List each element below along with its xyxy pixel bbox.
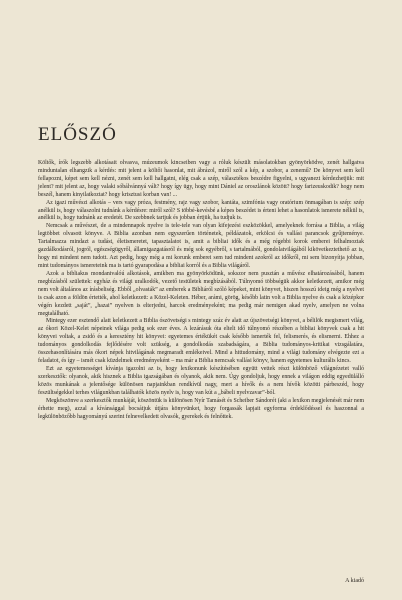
page-title: ELŐSZÓ <box>38 124 117 145</box>
paragraph-3: Nemcsak a művészet, de a mindennapok nyelve is tele-tele van olyan kifejezési eszközökkel, amelyeknek forrása a Biblia, a világ legtöbbet olvasott könyve. A Biblia azonban nem egyszerűen történetek, példázatok, erkölcsi és vallási parancsok gyűjteménye. Tartalmazza mindazt a tudást, életismeretet, tapasztalatot is, amit a bibliai idők és a még régebbi korok emberei felhalmoztak gazdálkodásról, jogról, egészségügyről, államigazgatásról és még sok egyébről, s tartalmából, gondolatvilágából kikövetkeztethető az is, hogy mi mindent nem tudott. Azt pedig, hogy még a mi korunk emberei sem tud mindent azokról az időkről, mi sem bizonyítja jobban, mint tudományos ismereteink ma is tartó gyarapodása a bibliai korról és a Biblia világáról. <box>38 223 364 269</box>
paragraph-4: Azok a bibliakus mondanivalóú alkotások, amikben ma gyönyörködünk, sokszor nem pusztán a művész elhatározásából, hanem megbízásból születtek: egyház és világi uralkodók, vezető testületek megbízásából. Túlnyomó többségük akkor keletkezett, amikor még nem volt általános az írásbeliség. Ebből „olvasták” az emberek a Bibliáról szóló képeket, mint könyvet, hiszen hosszú ideig még a nyelvet is csak azon a földön értették, ahol keletkezett: a Közel-Keleten. Héber, arámi, görög, később latin volt a Biblia nyelve és csak a középkor végén kezdett „saját”, „hazai” nyelven is elterjedni, harcok eredményeként; ma pedig már nemigen akad nyelv, amelyen ne volna megtalálható. <box>38 270 364 317</box>
paragraph-5: Mintegy ezer esztendő alatt keletkezett a Biblia ószövetségi s mintegy száz év alatt az újszövetségi könyvei, a bélilök megismert világ, az ókori Közel-Kelet népeinek világa pedig sok ezer éves. A lezárásuk óta eltelt idő túlnyomó részében a bibliai könyvek csak a hit könyvei voltak, a zsidó és a keresztény hit könyvei: egyetemes értékükét csak később ismerték fel, felismerés, és elismerni. Ehhez a tudományos gondolkodás fejlődésére volt szükség, a gondolkodás szabadságára, a Biblia tudományos-kritikai vizsgálatára, összehasonlítására más ókori népek hitvilágának megmaradt emlékeivel. Mind a hittudomány, mind a világi tudomány elvégezte ezt a feladatot, és így – ismét csak küzdelmek eredményeként – ma már a Biblia nemcsak vallási könyv, hanem egyetemes kulturális kincs. <box>38 318 364 365</box>
paragraph-1: Költők, írók legszebb alkotásait olvasva, múzeumok kincseiben vagy a róluk készült másolatokban gyönyörködve, zenét hallgatva minduntalan elhangzik a kérdés: mit jelent a költői hasonlat, mit ábrázol, miről szól a kép, a szobor, a zenemű? De könyvet sem kell fellapozni, képet sem kell nézni, zenét sem kell hallgatni, elég csak a szép, választékos beszédre figyelni, s ugyanezt kérdezhetjük: mit jelent? mit jelent az, hogy valaki sóbálvánnyá vált? hogy így ügy, hogy mint Dániel az oroszlánok között? hogy farizeuskodik? hogy nem beszél, hanem kinyilatkoztat? hogy krisztusi korban van! ... <box>38 160 364 198</box>
publisher-signature: A kiadó <box>345 578 364 584</box>
preface-body <box>38 160 364 421</box>
paragraph-2: Az igazi művészi alkotás – vers vagy próza, festmény, rajz vagy szobor, kantáta, szimfónia vagy oratórium önmagában is szép: szép anélkül is, hogy válaszolni tudnánk a kérdésre: miről szól? S többé-kevésbé a képes beszédet is érteni lehet a hasonlatok ismerete nélkül is, anélkül is, hogy tudnánk az eredetét. De szebbnek tartjuk és jobban értjük, ha tudjuk is. <box>38 199 364 222</box>
paragraph-7: Megköszönve a szerkesztők munkáját, köszöntük is különösen Nyír Tamásét és Scheiber Sándorét (aki a lexikon megjelenését már nem érhette meg), azzal a kívánsággal bocsátjuk útjára könyvünket, hogy forgassák lapjait egyforma érdeklődéssel és haszonnal a legkülönbözőbb hagyományú szerint felnevelkedett olvasók, gyerekek és felnőttek. <box>38 397 364 420</box>
paragraph-6: Ezt az egyetemességet kívánja igazolni az is, hogy lexikonunk készítésében együtt vettek részt különböző világnézetet valló szerkesztők: olyanok, akik hisznek a Biblia igazságában és olyanok, akik nem. Úgy gondoljuk, hogy ennek a világon eddig egyedülálló közös munkának a jelentősége különösen napjainkban rendkívül nagy, mert a hívők és a nem hívők közötti párbeszéd, hogy feszültségekkel terhes világunkban találhatók közös nyelv is, hogy van kút a „bábeli nyelvzavar”-ból. <box>38 365 364 396</box>
